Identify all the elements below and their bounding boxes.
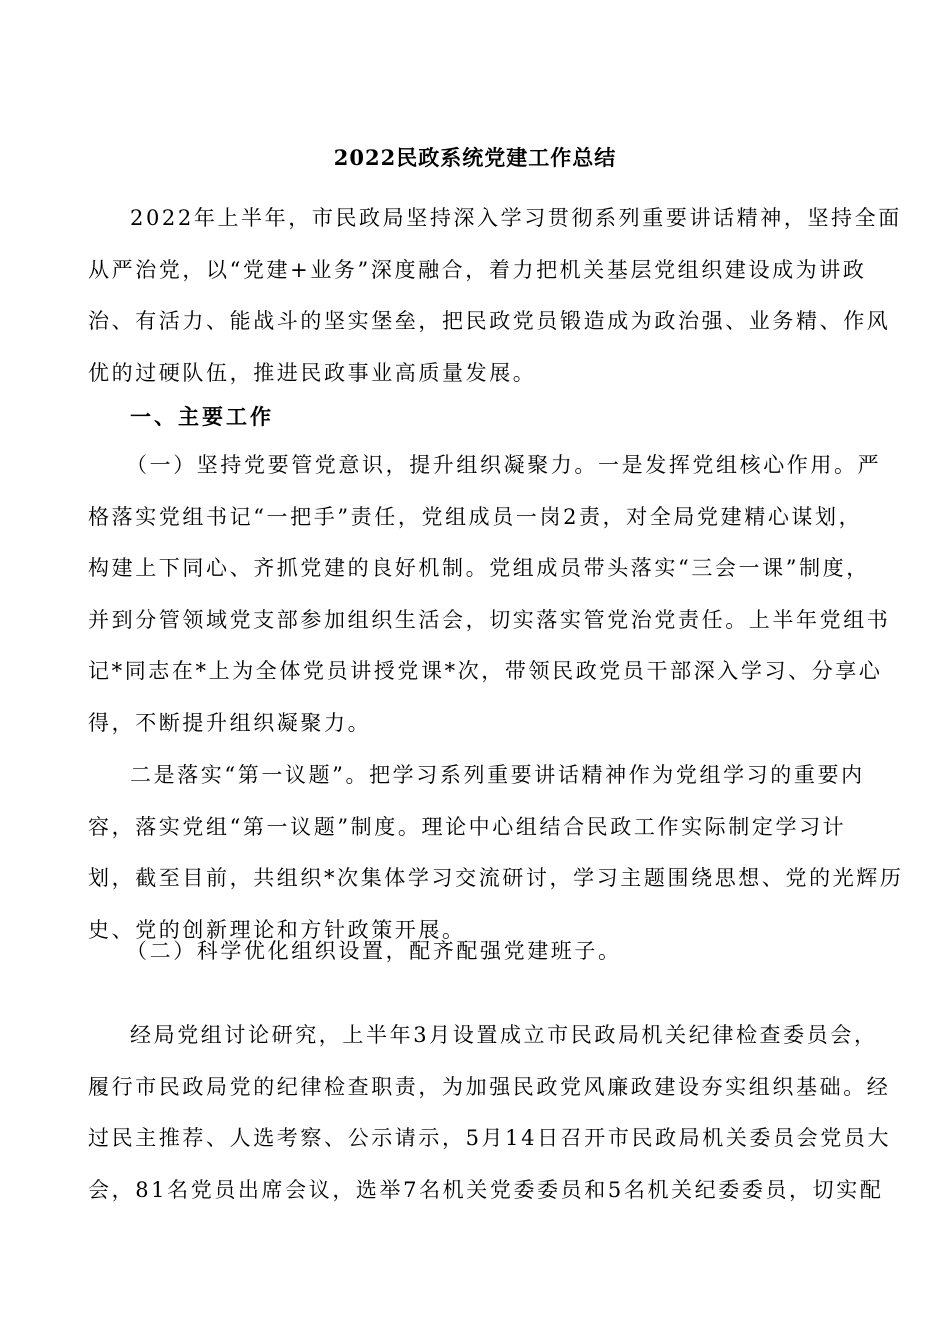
text-line: 构建上下同心、齐抓党建的良好机制。党组成员带头落实“三会一课”制度， [88, 556, 870, 580]
paragraph-1 [88, 440, 891, 749]
text-line: 从严治党，以“党建+业务”深度融合，着力把机关基层党组织建设成为讲政 [88, 257, 867, 282]
section-heading-text: 一、主要工作 [130, 404, 274, 429]
text-line: 格落实党组书记“一把手”责任，党组成员一岗2责，对全局党建精心谋划， [88, 504, 863, 529]
text-line: 得，不断提升组织凝聚力。 [88, 710, 372, 735]
text-line: 二是落实“第一议题”。把学习系列重要讲话精神作为党组学习的重要内 [130, 763, 865, 787]
text-line: 记*同志在*上为全体党员讲授党课*次，带领民政党员干部深入学习、分享心 [88, 659, 883, 683]
text-line: 经局党组讨论研究，上半年3月设置成立市民政局机关纪律检查委员会， [130, 1023, 878, 1047]
text-line: 划，截至目前，共组织*次集体学习交流研讨，学习主题围绕思想、党的光辉历 [88, 866, 904, 890]
text-line: 履行市民政局党的纪律检查职责，为加强民政党风廉政建设夯实组织基础。经 [88, 1074, 891, 1099]
text-line: 容，落实党组“第一议题”制度。理论中心组结合民政工作实际制定学习计 [88, 814, 847, 839]
text-line: 优的过硬队伍，推进民政事业高质量发展。 [88, 360, 537, 385]
text-line: 2022年上半年，市民政局坚持深入学习贯彻系列重要讲话精神，坚持全面 [130, 206, 902, 230]
paragraph-3 [88, 1010, 892, 1216]
section-heading [88, 391, 860, 443]
text-line: 治、有活力、能战斗的坚实堡垒，把民政党员锻造成为政治强、业务精、作风 [88, 309, 891, 333]
document-title: 2022民政系统党建工作总结 [333, 145, 617, 170]
text-line: 会，81名党员出席会议，选举7名机关党委委员和5名机关纪委委员，切实配 [88, 1177, 884, 1202]
subheading-text: （二）科学优化组织设置，配齐配强党建班子。 [126, 939, 622, 963]
intro-paragraph [88, 193, 902, 399]
subheading-2 [88, 926, 860, 978]
text-line: 并到分管领域党支部参加组织生活会，切实落实管党治党责任。上半年党组书 [88, 607, 891, 632]
text-line: （一）坚持党要管党意识，提升组织凝聚力。一是发挥党组核心作用。严 [126, 453, 882, 477]
text-line: 史、党的创新理论和方针政策开展。 [88, 917, 466, 942]
text-line: 过民主推荐、人选考察、公示请示，5月14日召开市民政局机关委员会党员大 [88, 1126, 892, 1150]
